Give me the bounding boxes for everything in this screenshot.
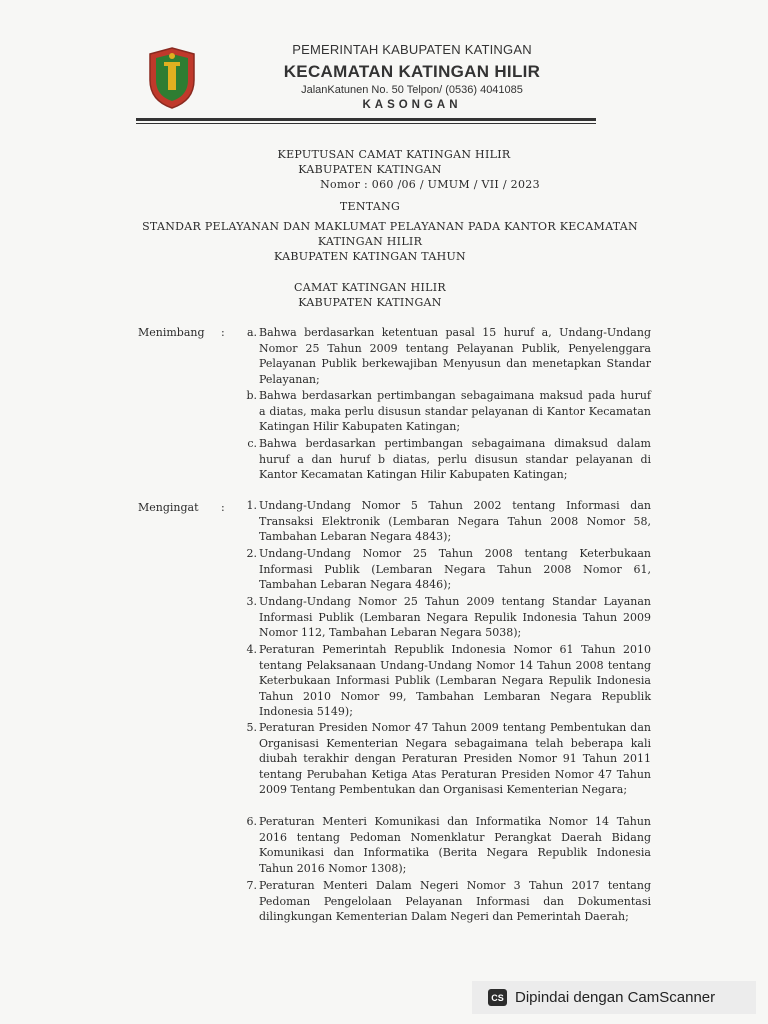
- decree-about: TENTANG: [339, 200, 401, 213]
- signer-regency: KABUPATEN KATINGAN: [298, 296, 442, 309]
- decree-subject-line1: STANDAR PELAYANAN DAN MAKLUMAT PELAYANAN PADA KANTOR KECAMATAN: [142, 220, 638, 233]
- camscanner-watermark: [472, 981, 756, 1014]
- mengingat-colon: :: [221, 501, 225, 514]
- camscanner-icon: CS: [488, 989, 507, 1006]
- letterhead-town: KASONGAN: [362, 99, 462, 111]
- item-text: Peraturan Pemerintah Republik Indonesia Nomor 61 Tahun 2010 tentang Pelaksanaan Undang-Undang Nomor 14 Tahun 2008 tentang Keterbukaan Informasi Publik (Lembaran Negara Repulik Indonesia Tahun 2010 Nomor 99, Tambahan Lembaran Negara Republik Indonesia 5149);: [259, 643, 651, 718]
- letterhead-rule-thin: [136, 123, 596, 124]
- item-marker: 7.: [246, 879, 257, 892]
- mengingat-item: [241, 814, 651, 876]
- item-marker: 4.: [246, 643, 257, 656]
- camscanner-label: Dipindai dengan CamScanner: [515, 989, 716, 1006]
- letterhead-address: JalanKatunen No. 50 Telpon/ (0536) 4041085: [301, 84, 523, 96]
- item-marker: a.: [246, 326, 257, 339]
- item-text: Undang-Undang Nomor 5 Tahun 2002 tentang Informasi dan Transaksi Elektronik (Lembaran Negara Tahun 2008 Nomor 58, Tambahan Lebaran Negara 4843);: [259, 499, 651, 543]
- menimbang-item: [241, 436, 651, 483]
- decree-title: KEPUTUSAN CAMAT KATINGAN HILIR: [277, 148, 511, 161]
- mengingat-item: [241, 498, 651, 545]
- letterhead-government: PEMERINTAH KABUPATEN KATINGAN: [292, 42, 532, 57]
- menimbang-item: [241, 388, 651, 435]
- item-text: Peraturan Menteri Dalam Negeri Nomor 3 Tahun 2017 tentang Pedoman Pengelolaan Pelayanan Informasi dan Dokumentasi dilingkungan Kementerian Dalam Negeri dan Pemerintah Daerah;: [259, 879, 651, 923]
- decree-regency: KABUPATEN KATINGAN: [298, 163, 442, 176]
- letterhead-rule-thick: [136, 118, 596, 121]
- item-text: Peraturan Presiden Nomor 47 Tahun 2009 tentang Pembentukan dan Organisasi Kementerian Negara sebagaimana telah beberapa kali diubah terakhir dengan Peraturan Presiden Nomor 91 Tahun 2011 tentang Perubahan Ketiga Atas Peraturan Presiden Nomor 47 Tahun 2009 Tentang Pembentukan dan Organisasi Kementerian Negara;: [259, 721, 651, 796]
- mengingat-item: [241, 720, 651, 798]
- mengingat-item: [241, 546, 651, 593]
- item-marker: 3.: [246, 595, 257, 608]
- mengingat-item: [241, 642, 651, 720]
- mengingat-label: Mengingat: [138, 501, 199, 514]
- regency-emblem-icon: [146, 46, 198, 110]
- menimbang-colon: :: [221, 326, 225, 339]
- decree-subject-line3: KABUPATEN KATINGAN TAHUN: [274, 250, 466, 263]
- decree-number: Nomor : 060 /06 / UMUM / VII / 2023: [320, 178, 540, 191]
- menimbang-label: Menimbang: [138, 326, 205, 339]
- item-marker: c.: [247, 437, 257, 450]
- menimbang-item: [241, 325, 651, 387]
- item-text: Peraturan Menteri Komunikasi dan Informatika Nomor 14 Tahun 2016 tentang Pedoman Nomenklatur Perangkat Daerah Bidang Komunikasi dan Informatika (Berita Negara Republik Indonesia Tahun 2016 Nomor 1308);: [259, 815, 651, 875]
- item-marker: 6.: [246, 815, 257, 828]
- item-text: Undang-Undang Nomor 25 Tahun 2009 tentang Standar Layanan Informasi Publik (Lembaran Negara Repulik Indonesia Tahun 2009 Nomor 112, Tambahan Lebaran Negara 5038);: [259, 595, 651, 639]
- item-text: Bahwa berdasarkan ketentuan pasal 15 huruf a, Undang-Undang Nomor 25 Tahun 2009 tentang Pelayanan Publik, Penyelenggara Pelayanan Publik berkewajiban Menyusun dan menetapkan Standar Pelayanan;: [259, 326, 651, 386]
- item-text: Undang-Undang Nomor 25 Tahun 2008 tentang Keterbukaan Informasi Publik (Lembaran Negara Tahun 2008 Nomor 61, Tambahan Lebaran Negara 4846);: [259, 547, 651, 591]
- decree-subject-line2: KATINGAN HILIR: [317, 235, 423, 248]
- signer-title: CAMAT KATINGAN HILIR: [294, 281, 446, 294]
- item-marker: 5.: [246, 721, 257, 734]
- mengingat-item: [241, 594, 651, 641]
- mengingat-item: [241, 878, 651, 925]
- item-text: Bahwa berdasarkan pertimbangan sebagaimana dimaksud dalam huruf a dan huruf b diatas, perlu disusun standar pelayanan di Kantor Kecamatan Katingan Hilir Kabupaten Katingan;: [259, 437, 651, 481]
- letterhead-district: KECAMATAN KATINGAN HILIR: [283, 62, 541, 81]
- item-marker: b.: [246, 389, 257, 402]
- item-marker: 2.: [246, 547, 257, 560]
- item-marker: 1.: [246, 499, 257, 512]
- item-text: Bahwa berdasarkan pertimbangan sebagaimana maksud pada huruf a diatas, maka perlu disusun standar pelayanan di Kantor Kecamatan Katingan Hilir Kabupaten Katingan;: [259, 389, 651, 433]
